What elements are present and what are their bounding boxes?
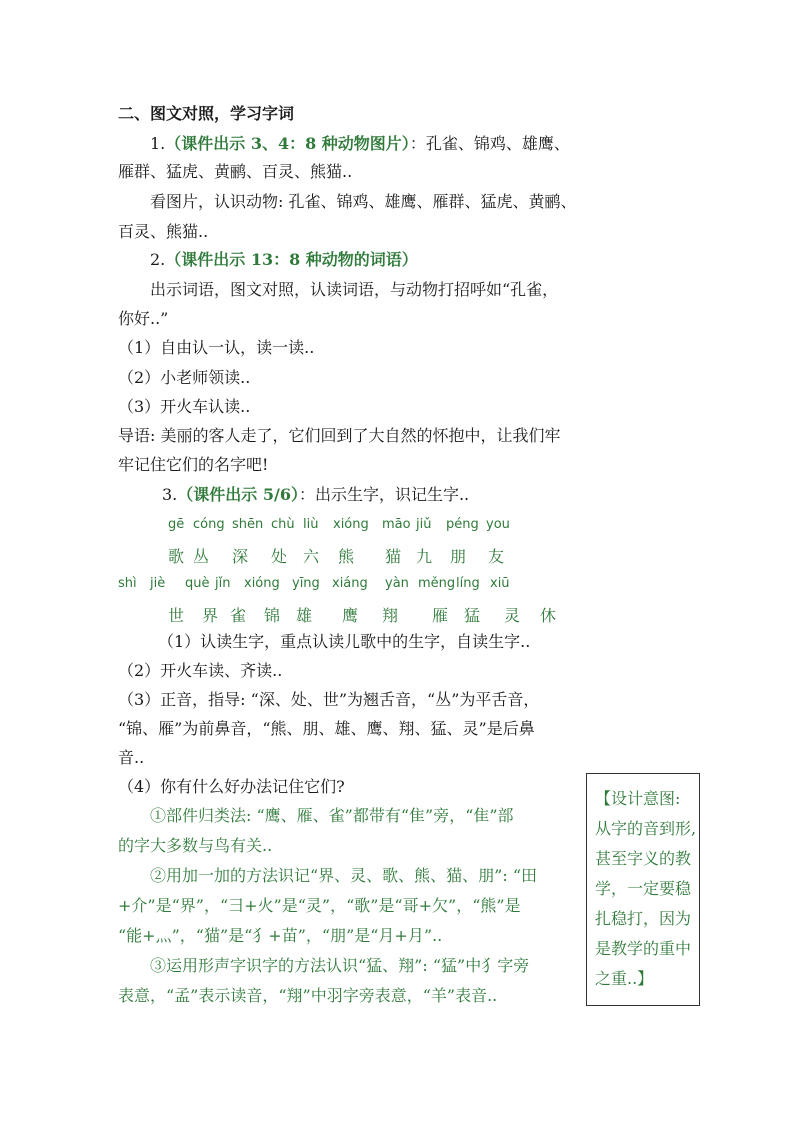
char: 锦 (264, 606, 281, 625)
item2-heading: （课件出示 13：8 种动物的词语） (165, 250, 418, 269)
method3-a: ③运用形声字识字的方法认识“猛、翔”: “猛”中犭字旁 (150, 956, 530, 975)
item3-s3-b: “锦、雁”为前鼻音，“熊、朋、雄、鹰、翔、猛、灵”是后鼻 (118, 719, 535, 738)
pinyin: xiū (490, 576, 510, 591)
design-note-line: 从字的音到形, (595, 819, 697, 838)
pinyin: jiè (150, 576, 166, 591)
char: 歌 (168, 547, 185, 566)
design-note-line: 学，一定要稳 (595, 879, 692, 898)
section-title: 二、图文对照，学习字词 (118, 104, 295, 123)
design-note-line: 甚至字义的教 (595, 849, 692, 868)
item3-heading-line (162, 485, 469, 505)
item3-s3-a: （3）正音，指导: “深、处、世”为翘舌音，“丛”为平舌音， (118, 690, 540, 709)
pinyin: péng (446, 517, 479, 532)
char: 休 (540, 606, 557, 625)
char: 丛 (193, 547, 210, 566)
design-note-line: 扎稳打，因为 (595, 909, 692, 928)
pinyin: shēn (232, 517, 264, 532)
char: 世 (168, 606, 185, 625)
pinyin: měng (418, 576, 456, 591)
item3-s4: （4）你有什么好办法记住它们? (118, 777, 345, 796)
char: 翔 (382, 606, 399, 625)
pinyin: jǐn (215, 576, 231, 591)
item3-num: 3. (162, 485, 178, 504)
design-note-line: 【设计意图: (595, 789, 681, 808)
char: 雀 (230, 606, 247, 625)
char: 雁 (432, 606, 449, 625)
item2-text-a: 出示词语，图文对照，认读词语，与动物打招呼如“孔雀， (150, 280, 559, 299)
pinyin: cóng (193, 517, 225, 532)
char: 朋 (450, 547, 467, 566)
item1-line-a (150, 134, 570, 154)
method2-b: +介”是“界”，“彐+火”是“灵”，“歌”是“哥+欠”，“熊”是 (118, 896, 521, 915)
method1-b: 的字大多数与鸟有关.. (118, 836, 273, 855)
design-note-box (586, 773, 700, 1006)
item2-guide-b: 牢记住它们的名字吧! (118, 455, 269, 474)
item1-look-a: 看图片，认识动物: 孔雀、锦鸡、雄鹰、雁群、猛虎、黄鹂、 (150, 192, 577, 211)
pinyin: líng (456, 576, 480, 591)
char: 九 (416, 547, 433, 566)
method1-a: ①部件归类法: “鹰、雁、雀”都带有“隹”旁，“隹”部 (150, 806, 514, 825)
item2-step2: （2）小老师领读.. (118, 368, 251, 387)
char: 猫 (385, 547, 402, 566)
item3-s3-c: 音.. (118, 748, 145, 767)
pinyin: xióng (244, 576, 280, 591)
item1-text-a: ：孔雀、锦鸡、雄鹰、 (409, 134, 570, 153)
pinyin: jiǔ (416, 517, 432, 532)
item1-line-b: 雁群、猛虎、黄鹂、百灵、熊猫.. (118, 162, 353, 181)
item2-text-b: 你好..” (118, 309, 169, 328)
method2-c: “能+灬”，“猫”是“犭+苗”，“朋”是“月+月”.. (118, 926, 443, 945)
item2-num: 2. (150, 250, 166, 269)
char: 雄 (296, 606, 313, 625)
item2-heading-line (150, 250, 418, 270)
char: 友 (488, 547, 505, 566)
char: 深 (232, 547, 249, 566)
item1-num: 1. (150, 134, 166, 153)
char: 界 (202, 606, 219, 625)
method3-b: 表意，“孟”表示读音，“翔”中羽字旁表意，“羊”表音.. (118, 986, 498, 1005)
pinyin: xiáng (332, 576, 368, 591)
char: 灵 (504, 606, 521, 625)
char: 猛 (464, 606, 481, 625)
pinyin: you (486, 517, 510, 532)
item3-s2: （2）开火车读、齐读.. (118, 661, 283, 680)
pinyin: shì (118, 576, 137, 591)
pinyin: liù (303, 517, 319, 532)
char: 熊 (338, 547, 355, 566)
item2-step1: （1）自由认一认，读一读.. (118, 338, 315, 357)
design-note-line: 之重..】 (595, 969, 654, 988)
pinyin: māo (382, 517, 411, 532)
pinyin: xióng (333, 517, 369, 532)
item1-look-b: 百灵、熊猫.. (118, 222, 209, 241)
item2-guide-a: 导语: 美丽的客人走了，它们回到了大自然的怀抱中，让我们牢 (118, 426, 561, 445)
pinyin: chù (271, 517, 295, 532)
design-note-line: 是教学的重中 (595, 939, 692, 958)
item2-step3: （3）开火车认读.. (118, 397, 251, 416)
method2-a: ②用加一加的方法识记“界、灵、歌、熊、猫、朋”: “田 (150, 866, 538, 885)
item3-s1: （1）认读生字，重点认读儿歌中的生字，自读生字.. (158, 632, 531, 651)
pinyin: yīng (292, 576, 320, 591)
item3-heading: （课件出示 5/6） (177, 485, 299, 504)
item1-heading: （课件出示 3、4：8 种动物图片） (165, 134, 410, 153)
item3-text: ：出示生字，识记生字.. (298, 485, 470, 504)
char: 鹰 (342, 606, 359, 625)
char: 六 (303, 547, 320, 566)
char: 处 (271, 547, 288, 566)
pinyin: què (185, 576, 210, 591)
pinyin: gē (168, 517, 185, 532)
pinyin: yàn (385, 576, 409, 591)
